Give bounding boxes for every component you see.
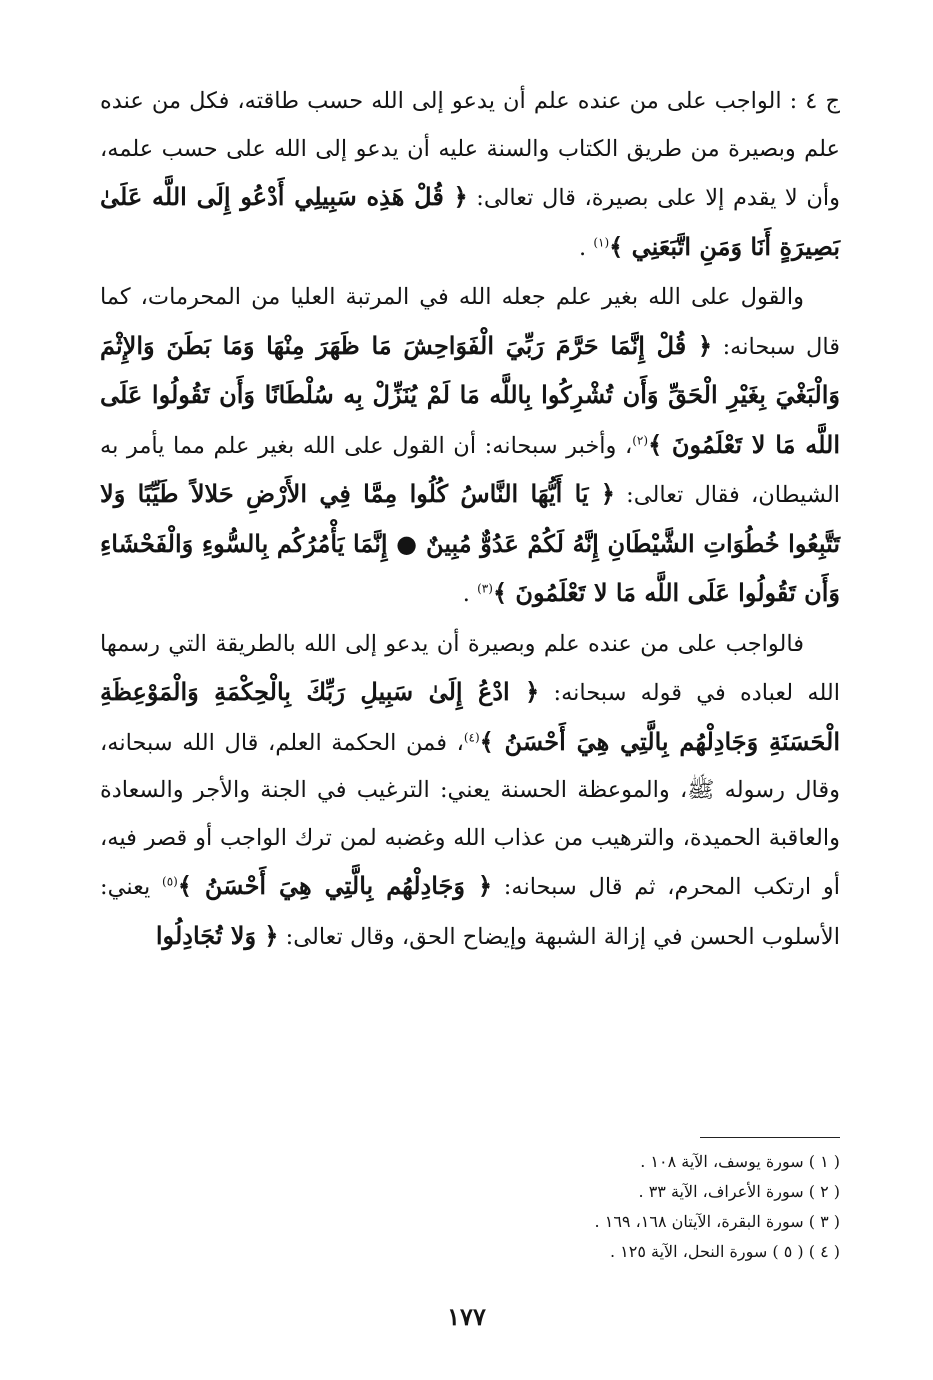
- footnote-ref: (٣): [477, 581, 493, 596]
- quran-verse: ﴿ يَا أَيُّهَا النَّاسُ كُلُوا مِمَّا فِي الأَرْضِ حَلالاً طَيِّبًا وَلا تَتَّبِعُوا خُطُوَاتِ الشَّيْطَانِ إِنَّهُ لَكُمْ عَدُوٌّ مُبِينٌ ● إِنَّمَا يَأْمُرُكُم بِالسُّوءِ وَالْفَحْشَاءِ وَأَن تَقُولُوا عَلَى اللَّه مَا لا تَعْلَمُونَ ﴾: [100, 479, 840, 607]
- footnote-2: ( ٢ ) سورة الأعراف، الآية ٣٣ .: [638, 1182, 840, 1201]
- footnote-3: ( ٣ ) سورة البقرة، الآيتان ١٦٨، ١٦٩ .: [594, 1212, 840, 1231]
- quran-verse: ﴿ قُلْ هَذِه سَبِيلِي أَدْعُو إِلَى اللَّه عَلَىٰ بَصِيرَةٍ أَنَا وَمَنِ اتَّبَعَنِي ﴾: [100, 182, 840, 261]
- quran-verse: ﴿ قُلْ إِنَّمَا حَرَّمَ رَبِّيَ الْفَوَاحِشَ مَا ظَهَرَ مِنْهَا وَمَا بَطَنَ وَالإِثْمَ وَالْبَغْيَ بِغَيْرِ الْحَقِّ وَأَن تُشْرِكُوا بِاللَّه مَا لَمْ يُنَزِّلْ بِه سُلْطَانًا وَأَن تَقُولُوا عَلَى اللَّه مَا لا تَعْلَمُونَ ﴾: [100, 330, 840, 459]
- paragraph-method-of-dawah: [100, 621, 840, 962]
- punctuation: .: [579, 234, 587, 261]
- page-number: ١٧٧: [447, 1302, 486, 1331]
- paragraph-text: ج ٤ : الواجب على من عنده علم أن يدعو إلى الله حسب طاقته، فكل من عنده علم وبصيرة من طريق الكتاب والسنة عليه أن يدعو إلى الله على حسب علمه، وأن لا يقدم إلا على بصيرة، قال تعالى:: [100, 88, 840, 211]
- quran-verse: ﴿ وَلا تُجَادِلُوا: [155, 920, 279, 950]
- footnote-ref: (١): [593, 235, 610, 249]
- paragraph-speaking-without-knowledge: [100, 274, 840, 619]
- footnote-ref: (٤): [463, 730, 480, 744]
- footnotes: [100, 1147, 840, 1267]
- footnote-ref: (٢): [632, 433, 649, 447]
- footnote-1: ( ١ ) سورة يوسف، الآية ١٠٨ .: [640, 1152, 840, 1171]
- punctuation: .: [462, 581, 470, 607]
- footnote-ref: (٥): [162, 874, 178, 889]
- paragraph-text: فالواجب على من عنده علم وبصيرة أن يدعو إلى الله بالطريقة التي رسمها الله لعباده في قوله سبحانه:: [100, 630, 841, 706]
- paragraph-text: والقول على الله بغير علم جعله الله في المرتبة العليا من المحرمات، كما قال سبحانه:: [100, 284, 840, 360]
- paragraph-text: ، وأخبر سبحانه: أن القول على الله بغير علم مما يأمر به الشيطان، فقال تعالى:: [100, 432, 841, 508]
- quran-verse: ﴿ ادْعُ إِلَىٰ سَبِيلِ رَبِّكَ بِالْحِكْمَةِ وَالْمَوْعِظَةِ الْحَسَنَةِ وَجَادِلْهُم بِالَّتِي هِيَ أَحْسَنُ ﴾: [100, 677, 841, 756]
- quran-verse: ﴿ وَجَادِلْهُم بِالَّتِي هِيَ أَحْسَنُ ﴾: [177, 871, 493, 900]
- page-body: [100, 78, 840, 961]
- footnote-separator: [700, 1137, 840, 1138]
- paragraph-answer-4: [100, 78, 840, 272]
- paragraph-text: يعني: الأسلوب الحسن في إزالة الشبهة وإيضاح الحق، وقال تعالى:: [100, 874, 840, 950]
- paragraph-text: ، فمن الحكمة العلم، قال الله سبحانه، وقال رسوله ﷺ، والموعظة الحسنة يعني: الترغيب في الجنة والأجر والسعادة والعاقبة الحميدة، والترهيب من عذاب الله وغضبه لمن ترك الواجب أو قصر فيه، أو ارتكب المحرم، ثم قال سبحانه:: [100, 729, 841, 900]
- footnote-4-5: ( ٤ ) ( ٥ ) سورة النحل، الآية ١٢٥ .: [609, 1242, 840, 1261]
